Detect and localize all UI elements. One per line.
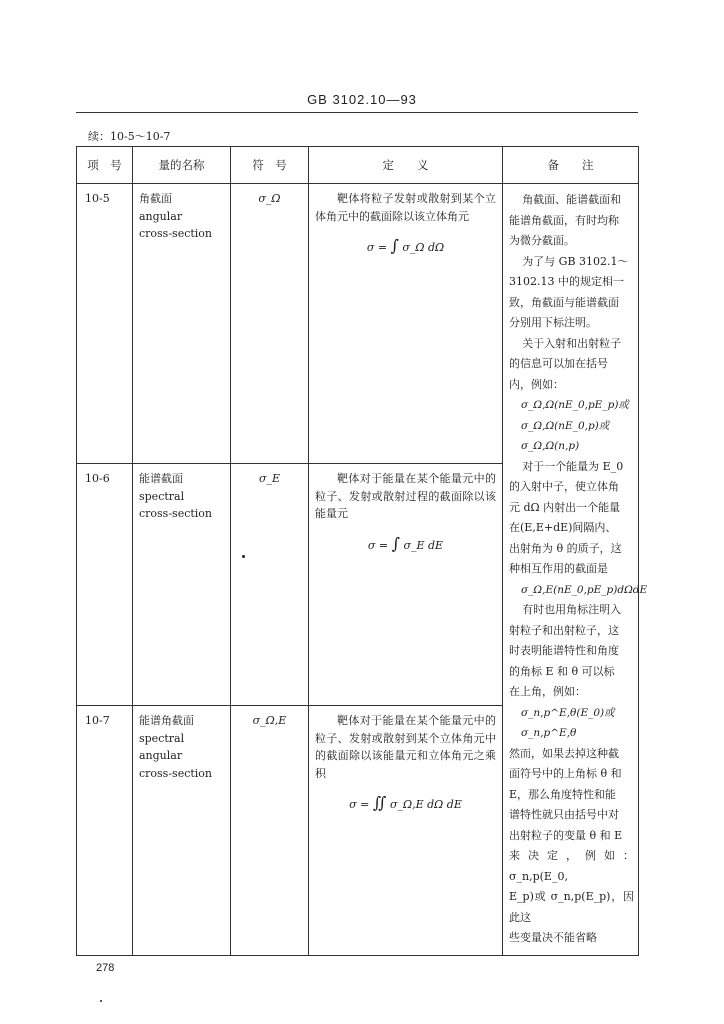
symbol-cell: σ_E (231, 464, 309, 706)
remark-line: 些变量决不能省略 (509, 931, 597, 944)
definition-formula: σ = ∫ σ_E dE (367, 533, 444, 553)
quantity-name-cell (133, 184, 231, 464)
remark-formula: σ_Ω,Ω(n,p) (521, 440, 580, 452)
remark-line: 角截面、能谱截面和 (522, 193, 622, 206)
remark-line: 的入射中子，使立体角 (509, 480, 619, 493)
remark-line: 在上角，例如： (509, 685, 586, 698)
quantity-name-en: cross-section (139, 227, 213, 241)
remark-line: E，那么角度特性和能 (509, 787, 617, 801)
remark-line: 为微分截面。 (509, 234, 575, 247)
remark-line: 分别用下标注明。 (509, 316, 597, 329)
remark-formula: σ_Ω,Ω(nE_0,p)或 (521, 419, 610, 432)
item-no-cell: 10-5 (77, 184, 133, 464)
quantity-name-en: spectral (139, 489, 185, 503)
column-header-definition: 定 义 (309, 147, 503, 184)
remark-formula: σ_Ω,E(nE_0,pE_p)dΩdE (521, 583, 648, 596)
definition-text: 靶体将粒子发射或散射到某个立体角元中的截面除以该立体角元 (315, 192, 496, 223)
remark-formula: σ_Ω,Ω(nE_0,pE_p)或 (521, 399, 629, 411)
remark-line: 致，角截面与能谱截面 (509, 295, 619, 309)
remark-formula: σ_n,p^E,θ(E_0)或 σ_n,p^E,θ (521, 706, 615, 739)
quantities-table (76, 146, 648, 956)
column-header-item-no: 项 号 (77, 147, 133, 184)
remark-line: 内，例如： (509, 377, 564, 391)
definition-formula: σ = ∫ σ_Ω dΩ (366, 236, 445, 256)
quantity-name-en: cross-section (139, 766, 213, 780)
remark-line: 有时也用角标注明入 (522, 603, 622, 616)
remark-line: 对于一个能量为 E_0 (522, 459, 624, 473)
column-header-quantity-name: 量的名称 (133, 147, 231, 184)
quantity-name-cell (133, 706, 231, 956)
definition-text: 靶体对于能量在某个能量元中的粒子、发射或散射到某个立体角元中的截面除以该能量元和立体角元之乘积 (315, 714, 496, 780)
column-header-remarks: 备 注 (503, 147, 639, 184)
remark-line: 为了与 GB 3102.1～ (522, 254, 629, 268)
quantity-name-cn: 角截面 (139, 192, 172, 205)
column-header-symbol: 符 号 (231, 147, 309, 184)
remark-line: 射粒子和出射粒子，这 (509, 623, 619, 637)
remark-line: 在(E,E+dE)间隔内、 (509, 521, 617, 534)
remark-line: 的角标 E 和 θ 可以标 (509, 664, 615, 678)
quantity-name-en: spectral angular (139, 731, 185, 763)
remarks-text (509, 190, 648, 949)
remark-line: 关于入射和出射粒子 (522, 336, 622, 350)
remark-line: 来决定，例如：σ_n,p(E_0, (509, 849, 634, 883)
remarks-cell (503, 184, 648, 956)
remark-line: 谱特性就只由括号中对 (509, 808, 619, 821)
remark-line: 元 dΩ 内射出一个能量 (509, 500, 621, 514)
remark-line: E_p)或 σ_n,p(E_p)，因此这 (509, 890, 634, 924)
quantity-name-cn: 能谱截面 (139, 472, 183, 485)
definition-cell (309, 184, 503, 464)
definition-cell (309, 706, 503, 956)
remark-line: 时表明能谱特性和角度 (509, 644, 619, 657)
speck-mark (242, 555, 245, 558)
definition-formula: σ = ∬ σ_Ω,E dΩ dE (349, 793, 462, 813)
symbol-cell: σ_Ω (231, 184, 309, 464)
table-header-row (77, 147, 639, 184)
remark-line: 3102.13 中的规定相一 (509, 275, 624, 288)
remark-line: 然而，如果去掉这种截 (509, 746, 619, 760)
quantity-name-en: angular (139, 209, 183, 223)
item-no-cell: 10-7 (77, 706, 133, 956)
remark-line: 面符号中的上角标 θ 和 (509, 767, 622, 780)
remark-line: 能谱角截面，有时均称 (509, 213, 619, 227)
remark-line: 的信息可以加在括号 (509, 357, 608, 370)
quantity-name-cn: 能谱角截面 (139, 714, 194, 727)
page-number: 278 (96, 962, 115, 974)
table-caption: 续：10-5～10-7 (88, 130, 171, 143)
item-no-cell: 10-6 (77, 464, 133, 706)
quantity-name-en: cross-section (139, 507, 213, 521)
table-row (77, 184, 639, 464)
quantity-name-cell (133, 464, 231, 706)
standard-code-header: GB 3102.10—93 (307, 92, 417, 107)
speck-mark (100, 1000, 102, 1002)
header-rule (76, 112, 638, 113)
remark-line: 出射粒子的变量 θ 和 E (509, 828, 623, 842)
definition-text: 靶体对于能量在某个能量元中的粒子、发射或散射过程的截面除以该能量元 (315, 472, 496, 521)
definition-cell (309, 464, 503, 706)
remark-line: 出射角为 θ 的质子，这 (509, 541, 622, 555)
symbol-cell: σ_Ω,E (231, 706, 309, 956)
remark-line: 种相互作用的截面是 (509, 562, 608, 575)
